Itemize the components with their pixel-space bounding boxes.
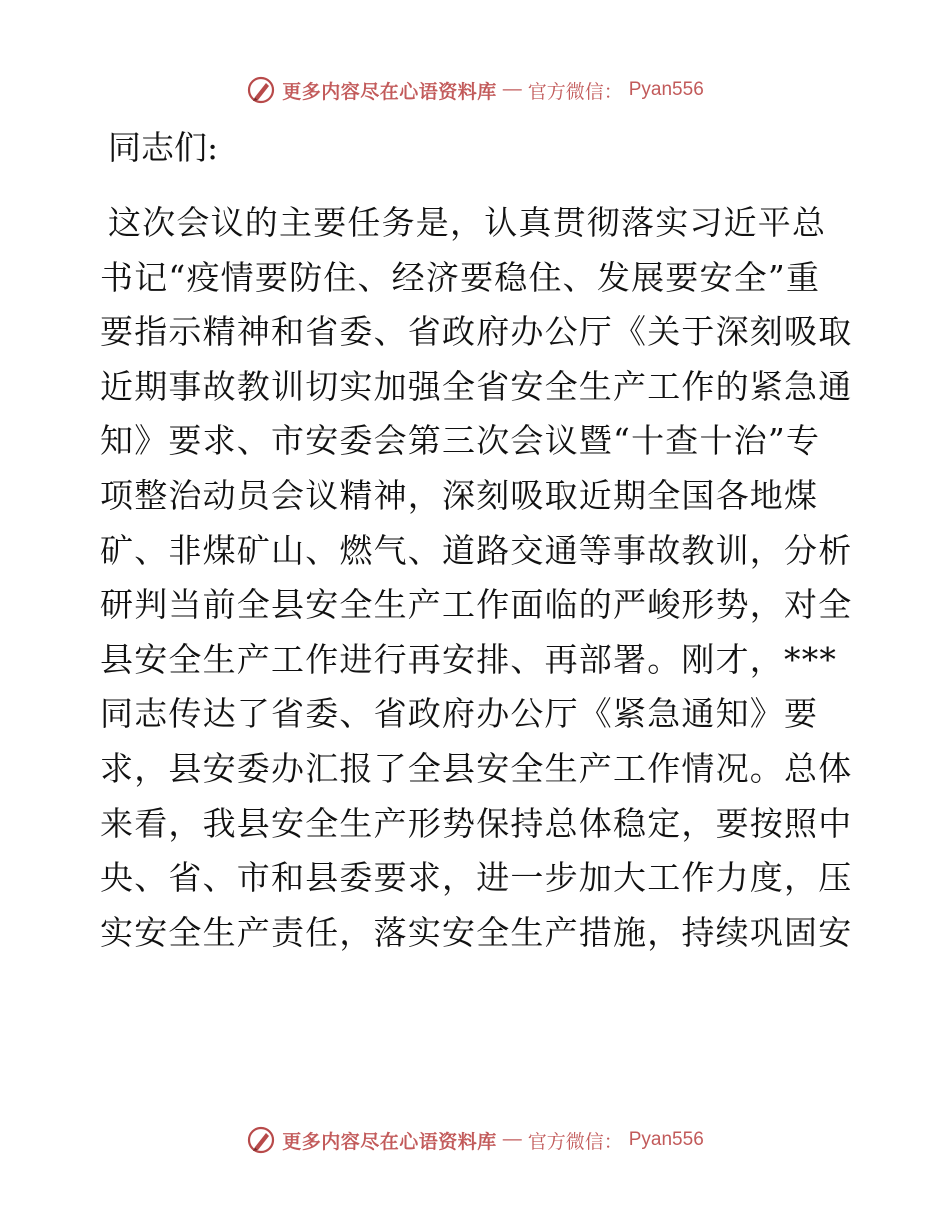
text-line: 来看，我县安全生产形势保持总体稳定，要按照中 — [100, 803, 853, 843]
text-line: 研判当前全县安全生产工作面临的严峻形势，对全 — [100, 585, 853, 625]
text-line: 县安全生产工作进行再安排、再部署。刚才，*** — [100, 639, 838, 679]
banner-site-text: 更多内容尽在心语资料库 — [282, 80, 497, 103]
text-line: 项整治动员会议精神，深刻吸取近期全国各地煤 — [100, 475, 819, 515]
banner-wechat-label: 官方微信： — [527, 1130, 623, 1153]
header-watermark-banner — [0, 72, 950, 108]
text-line: 求，县安委办汇报了全县安全生产工作情况。总体 — [100, 748, 853, 788]
text-line: 同志传达了省委、省政府办公厅《紧急通知》要 — [100, 694, 819, 734]
banner-site-text: 更多内容尽在心语资料库 — [282, 1130, 497, 1153]
pen-logo-icon — [246, 1125, 276, 1155]
pen-logo-icon — [246, 75, 276, 105]
text-line: 这次会议的主要任务是，认真贯彻落实习近平总 — [108, 203, 827, 242]
salutation: 同志们: — [108, 128, 219, 167]
body-paragraph — [100, 196, 860, 960]
text-line: 书记“疫情要防住、经济要稳住、发展要安全”重 — [100, 257, 821, 297]
banner-dash: — — [502, 79, 522, 100]
banner-dash: — — [502, 1129, 522, 1150]
text-line: 央、省、市和县委要求，进一步加大工作力度，压 — [100, 858, 853, 898]
text-line: 知》要求、市安委会第三次会议暨“十查十治”专 — [100, 421, 821, 461]
banner-wechat-id: Pyan556 — [628, 79, 704, 100]
text-line: 要指示精神和省委、省政府办公厅《关于深刻吸取 — [100, 312, 853, 352]
banner-wechat-label: 官方微信： — [527, 80, 623, 103]
text-line: 近期事故教训切实加强全省安全生产工作的紧急通 — [100, 366, 853, 406]
text-line: 矿、非煤矿山、燃气、道路交通等事故教训，分析 — [100, 530, 853, 570]
text-line: 实安全生产责任，落实安全生产措施，持续巩固安 — [100, 912, 853, 952]
footer-watermark-banner — [0, 1122, 950, 1158]
banner-wechat-id: Pyan556 — [628, 1129, 704, 1150]
